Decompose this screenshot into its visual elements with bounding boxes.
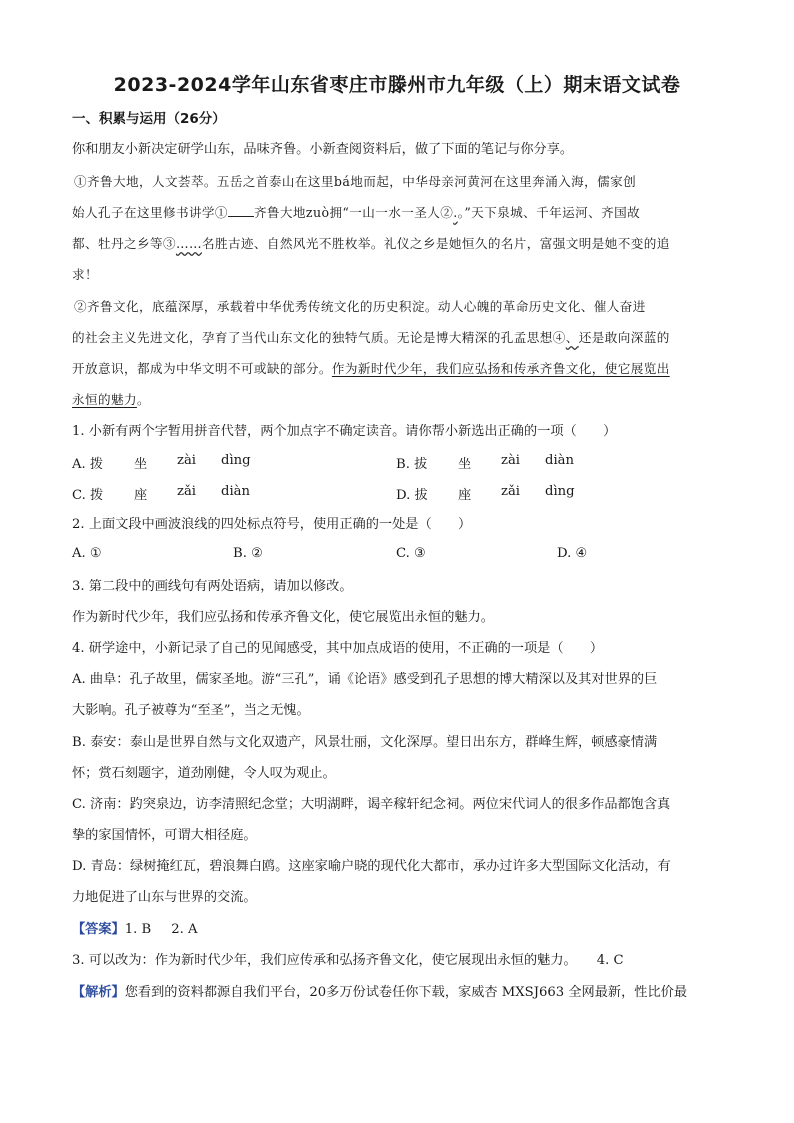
option-text: zǎi (177, 484, 197, 499)
passage2-text: 的社会主义先进文化，孕育了当代山东文化的独特气质。无论是博大精深的孔孟思想④ (72, 330, 566, 345)
answer-text: 3. 可以改为：作为新时代少年，我们应传承和弘扬齐鲁文化，使它展现出永恒的魅力。 (72, 953, 577, 968)
q4-option-d: D. 青岛：绿树掩红瓦，碧浪舞白鸥。这座家喻户晓的现代化大都市，承办过许多大型国际文化活动，有 (72, 859, 671, 874)
option-text: 座 (458, 488, 472, 503)
passage1-text: 名胜古迹、自然风光不胜枚举。礼仪之乡是她恒久的名片，富强文明是她不变的追 (201, 236, 670, 251)
wavy-mark: …… (175, 236, 202, 251)
option-text: zài (501, 453, 521, 468)
q4-option-c: C. 济南：趵突泉边，访李清照纪念堂；大明湖畔，谒辛稼轩纪念祠。两位宋代词人的很多作品都饱含真 (72, 797, 671, 812)
option-text: 坐 (134, 457, 148, 472)
underlined-sentence: 作为新时代少年，我们应弘扬和传承齐鲁文化，使它展览出 (331, 361, 670, 376)
option-text: diàn (221, 484, 251, 499)
q1-option-d: D. 拔 (396, 488, 428, 503)
q4-option-d-cont: 力地促进了山东与世界的交流。 (72, 890, 257, 905)
passage2-text: ②齐鲁文化，底蕴深厚，承载着中华优秀传统文化的历史积淀。动人心魄的革命历史文化、催人奋进 (74, 299, 646, 314)
passage2-text: 开放意识，都成为中华文明不可或缺的部分。 (72, 361, 332, 376)
answer-tag: 【答案】 (72, 922, 125, 937)
question-2-stem: 2. 上面文段中画波浪线的四处标点符号，使用正确的一处是（ ） (72, 517, 472, 532)
passage2-line2 (72, 328, 724, 348)
q1-option-a (72, 453, 103, 472)
q2-option-c: C. ③ (396, 546, 426, 561)
passage1-text: 都、牡丹之乡等③ (72, 236, 176, 251)
option-text: A. 拨 (72, 457, 104, 472)
q1-option-b: B. 拔 (396, 457, 428, 472)
passage2-line1 (74, 297, 726, 317)
analysis-tag: 【解析】 (72, 985, 125, 1000)
passage2-line3 (72, 359, 724, 379)
answer-line-1 (72, 920, 724, 940)
q4-option-b-cont: 怀；赏石刻题字，道劲刚健，令人叹为观止。 (72, 766, 336, 781)
answer-text: 2. A (171, 922, 198, 937)
question-1-stem: 1. 小新有两个字暂用拼音代替，两个加点字不确定读音。请你帮小新选出正确的一项（ ） (72, 424, 617, 439)
option-text: zài (177, 453, 197, 468)
analysis-text: 您看到的资料都源自我们平台，20多万份试卷任你下载，家威杏 MXSJ663 全网最新，性比价最 (124, 985, 688, 1000)
passage1-text: 求！ (72, 267, 98, 282)
q2-option-d: D. ④ (557, 546, 588, 561)
q1-option-c: C. 拨 (72, 488, 104, 503)
answer-text: 4. C (596, 953, 624, 968)
answer-text: 1. B (124, 922, 152, 937)
wavy-mark: . (453, 205, 458, 220)
option-text: dìng (545, 484, 575, 499)
q4-option-c-cont: 挚的家国情怀，可谓大相径庭。 (72, 828, 257, 843)
answer-line-2 (72, 951, 724, 971)
analysis-line (72, 983, 724, 1003)
passage1-text: 始人孔子在这里修书讲学① (72, 205, 228, 220)
passage1-line4 (72, 265, 724, 285)
q4-option-a-cont: 大影响。孔子被尊为“至圣”，当之无愧。 (72, 703, 310, 718)
question-3-stem: 3. 第二段中的画线句有两处语病，请加以修改。 (72, 579, 353, 594)
question-4-stem: 4. 研学途中，小新记录了自己的见闻感受，其中加点成语的使用，不正确的一项是（ ） (72, 641, 604, 656)
question-3-sentence: 作为新时代少年，我们应弘扬和传承齐鲁文化，使它展览出永恒的魅力。 (72, 610, 494, 625)
passage2-line4 (72, 390, 724, 410)
passage1-line1 (74, 172, 726, 192)
underlined-sentence: 永恒的魅力 (72, 392, 137, 407)
q2-option-a: A. ① (72, 546, 102, 561)
option-text: 坐 (458, 457, 472, 472)
passage1-text: ①齐鲁大地，人文荟萃。五岳之首泰山在这里bá地而起，中华母亲河黄河在这里奔涌入海，儒家创 (74, 174, 637, 189)
passage2-text: 。 (136, 392, 150, 407)
q4-option-b: B. 泰安：泰山是世界自然与文化双遗产，风景壮丽，文化深厚。望日出东方，群峰生辉，顿感豪情满 (72, 735, 658, 750)
q4-option-a: A. 曲阜：孔子故里，儒家圣地。游“三孔”，诵《论语》感受到孔子思想的博大精深以及其对世界的巨 (72, 672, 658, 687)
section-heading: 一、积累与运用（26分） (72, 111, 226, 127)
option-text: diàn (545, 453, 575, 468)
passage2-text: 还是敢向深蓝的 (578, 330, 670, 345)
q2-option-b: B. ② (233, 546, 263, 561)
intro-text: 你和朋友小新决定研学山东，品味齐鲁。小新查阅资料后，做了下面的笔记与你分享。 (72, 142, 574, 157)
option-text: 座 (134, 488, 148, 503)
punctuation-blank (228, 204, 254, 217)
passage1-text: 齐鲁大地zuò拥“一山一水一圣人② (253, 205, 454, 220)
option-text: dìng (221, 453, 251, 468)
passage1-text: 。”天下泉城、千年运河、齐国故 (457, 205, 641, 220)
wavy-mark: 、 (565, 330, 579, 345)
page-title: 2023-2024学年山东省枣庄市滕州市九年级（上）期末语文试卷 (113, 74, 681, 96)
passage1-line2 (72, 203, 724, 223)
passage1-line3 (72, 234, 724, 254)
option-text: zǎi (501, 484, 521, 499)
